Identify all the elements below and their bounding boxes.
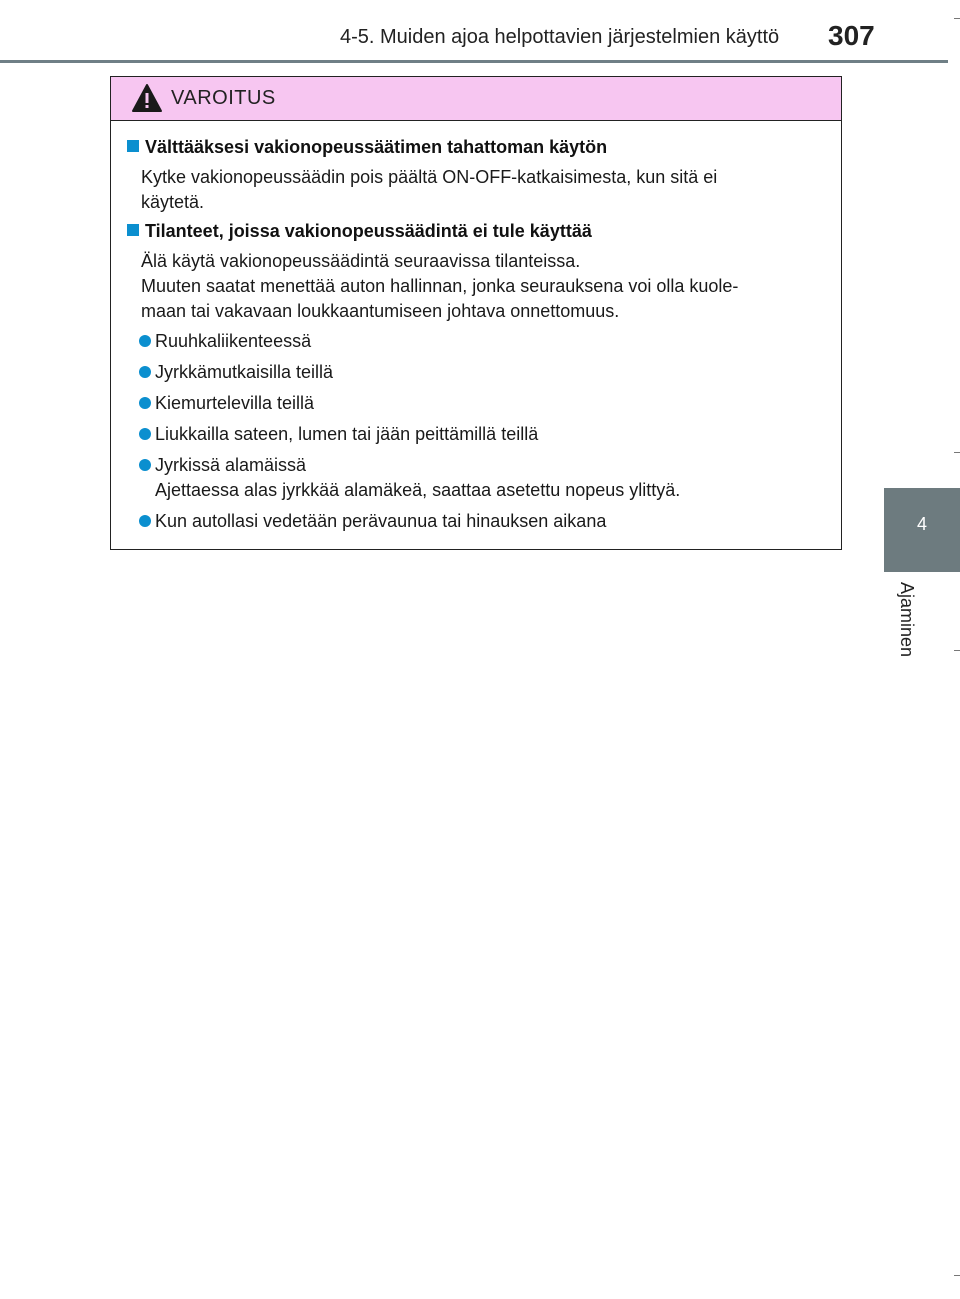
square-bullet-icon bbox=[127, 140, 139, 152]
circle-bullet-icon bbox=[139, 515, 151, 527]
paragraph-line: käytetä. bbox=[141, 192, 205, 212]
circle-bullet-icon bbox=[139, 459, 151, 471]
paragraph-line: Muuten saatat menettää auton hallinnan, jonka seurauksena voi olla kuole- bbox=[141, 276, 739, 296]
warning-title: VAROITUS bbox=[171, 87, 276, 109]
list-item: Liukkailla sateen, lumen tai jään peittämillä teillä bbox=[139, 422, 538, 447]
section-heading: Välttääksesi vakionopeussäätimen tahattoman käytön bbox=[127, 137, 607, 158]
warning-header bbox=[111, 77, 841, 121]
list-item: Ruuhkaliikenteessä bbox=[139, 329, 311, 354]
square-bullet-icon bbox=[127, 224, 139, 236]
crop-mark bbox=[954, 18, 960, 19]
crop-mark bbox=[954, 1275, 960, 1276]
circle-bullet-icon bbox=[139, 397, 151, 409]
warning-triangle-icon bbox=[131, 83, 163, 113]
list-item: Kiemurtelevilla teillä bbox=[139, 391, 314, 416]
section-title: 4-5. Muiden ajoa helpottavien järjestelmien käyttö bbox=[340, 26, 780, 48]
paragraph-line: Kytke vakionopeussäädin pois päältä ON-OFF-katkaisimesta, kun sitä ei bbox=[141, 167, 718, 187]
warning-box bbox=[110, 76, 842, 550]
crop-mark bbox=[954, 650, 960, 651]
list-item-detail: Ajettaessa alas jyrkkää alamäkeä, saattaa asetettu nopeus ylittyä. bbox=[155, 480, 681, 500]
crop-mark bbox=[954, 452, 960, 453]
header-rule bbox=[0, 60, 948, 63]
paragraph-line: Älä käytä vakionopeussäädintä seuraavissa tilanteissa. bbox=[141, 251, 581, 271]
section-heading: Tilanteet, joissa vakionopeussäädintä ei tule käyttää bbox=[127, 221, 592, 242]
list-item: Jyrkkämutkaisilla teillä bbox=[139, 360, 333, 385]
chapter-tab bbox=[884, 488, 960, 572]
list-item: Kun autollasi vedetään perävaunua tai hinauksen aikana bbox=[139, 509, 606, 534]
circle-bullet-icon bbox=[139, 335, 151, 347]
circle-bullet-icon bbox=[139, 428, 151, 440]
chapter-number: 4 bbox=[916, 514, 927, 534]
page-number: 307 bbox=[828, 20, 875, 51]
paragraph-line: maan tai vakavaan loukkaantumiseen johtava onnettomuus. bbox=[141, 301, 620, 321]
list-item: Jyrkissä alamäissä Ajettaessa alas jyrkkää alamäkeä, saattaa asetettu nopeus ylittyä. bbox=[139, 453, 680, 503]
chapter-label: Ajaminen bbox=[897, 582, 917, 658]
circle-bullet-icon bbox=[139, 366, 151, 378]
